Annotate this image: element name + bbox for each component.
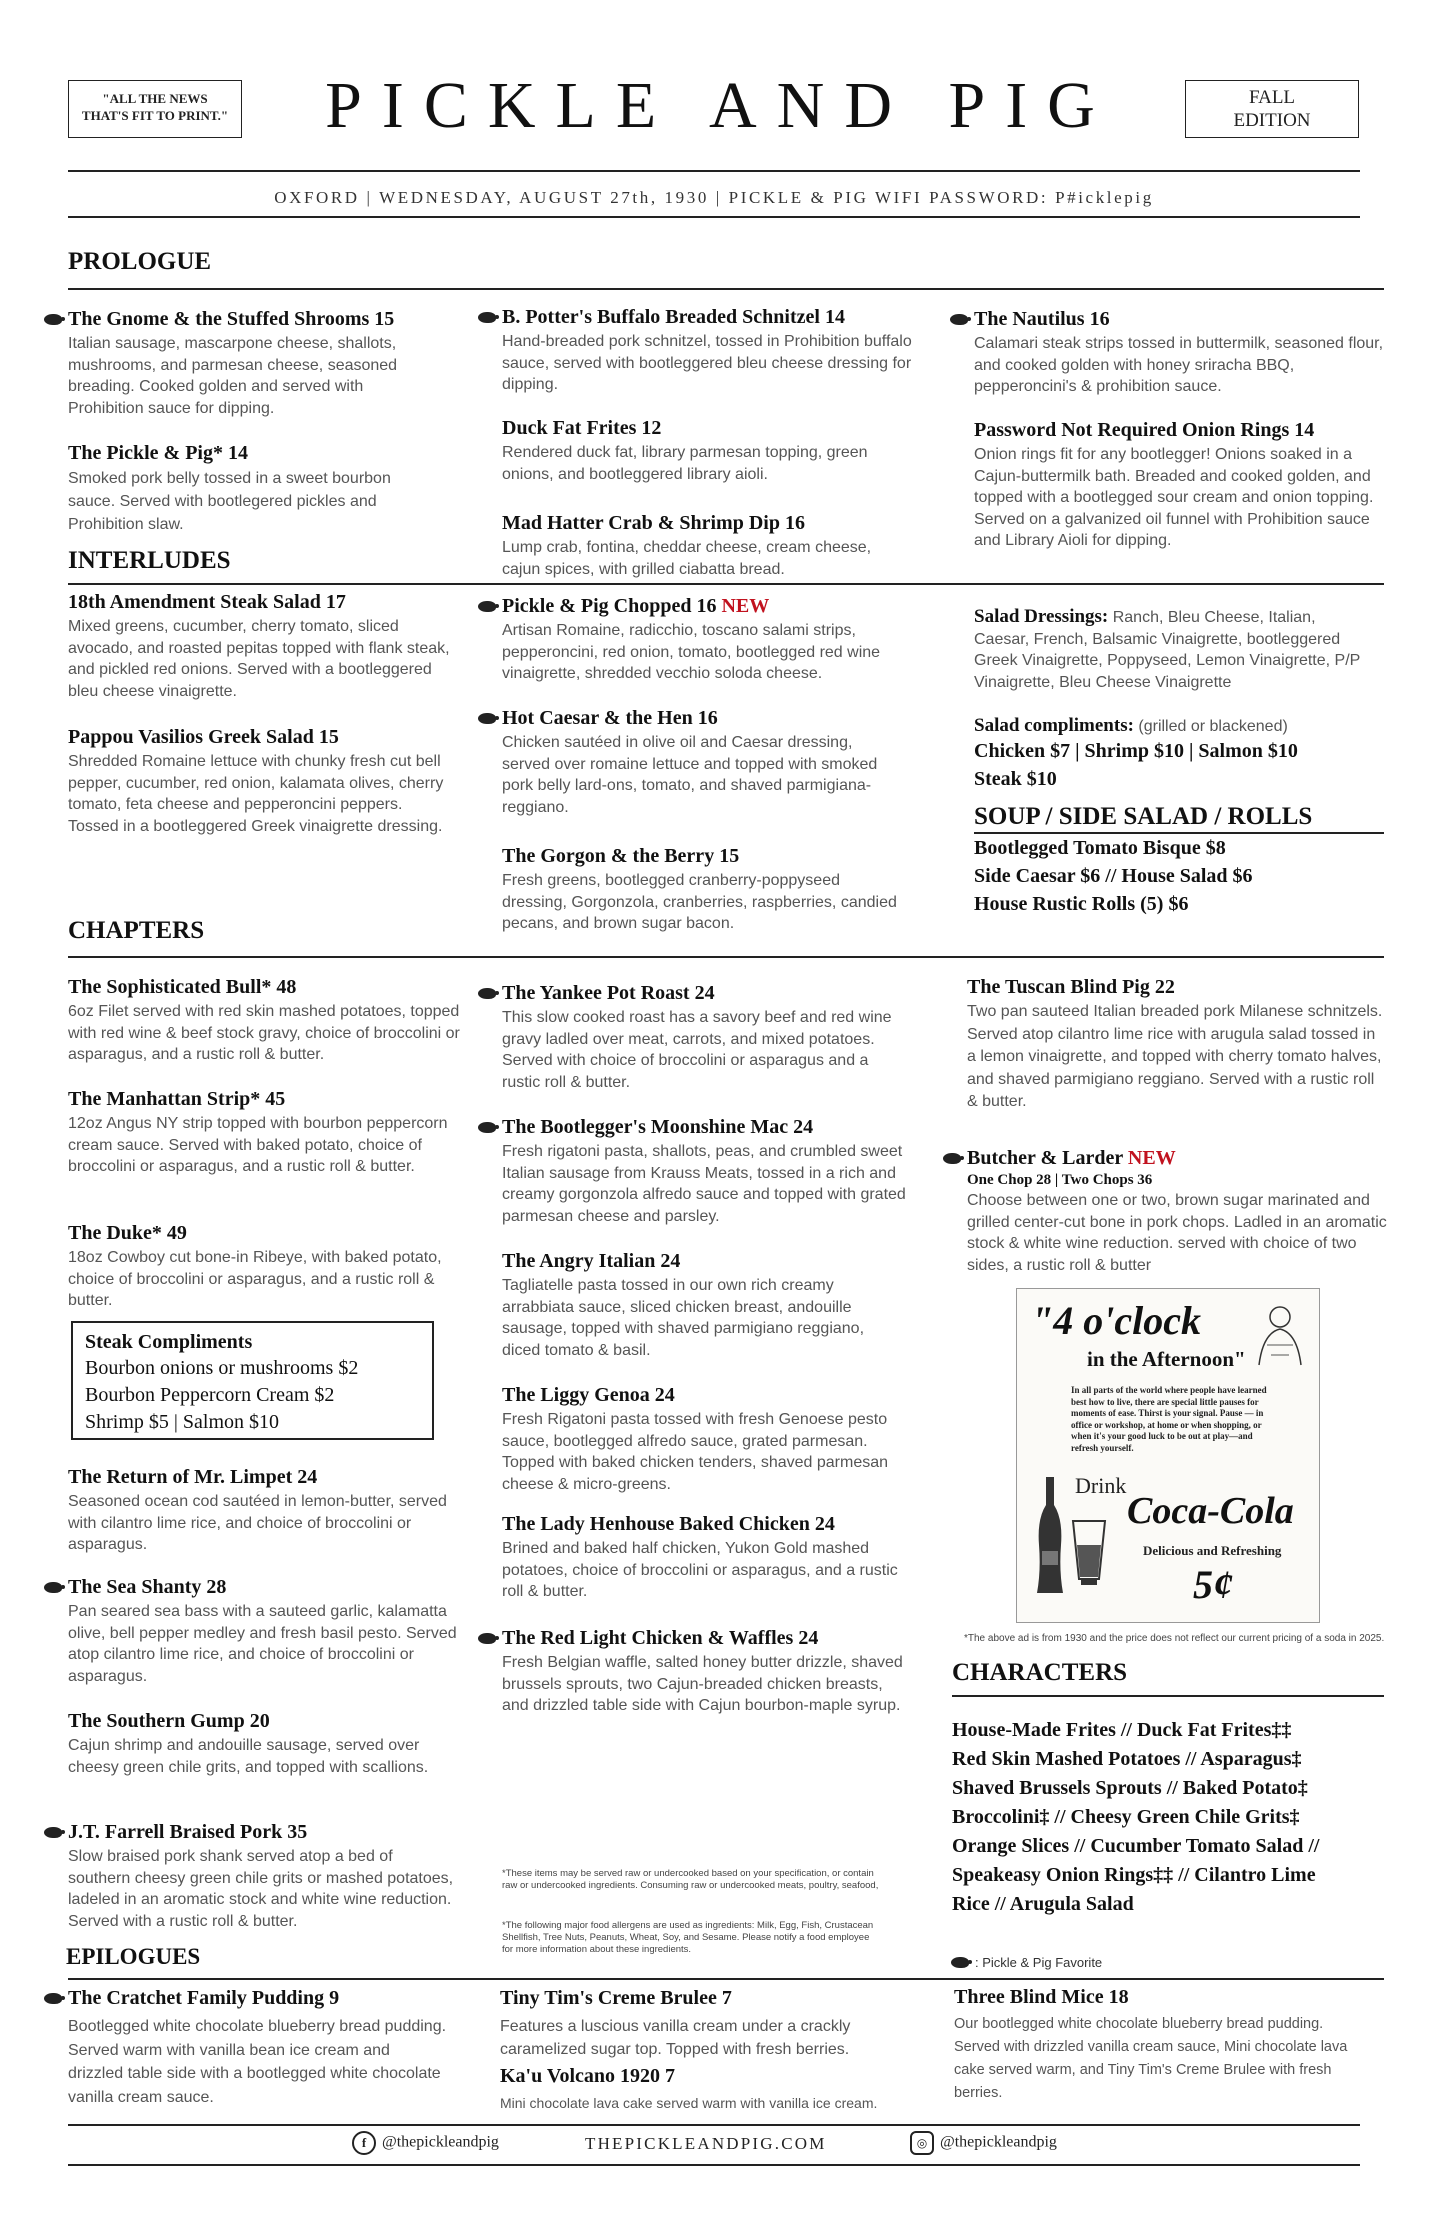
- side-line: House-Made Frites // Duck Fat Frites‡‡: [952, 1719, 1292, 1741]
- soup-list: [974, 834, 1374, 918]
- item-name: Pappou Vasilios Greek Salad 15: [68, 726, 339, 748]
- pig-favorite-icon: [478, 312, 496, 323]
- soup-heading: SOUP / SIDE SALAD / ROLLS: [974, 803, 1313, 830]
- side-line: Red Skin Mashed Potatoes // Asparagus‡: [952, 1748, 1302, 1770]
- prologue-rule: [68, 288, 1384, 290]
- item-name: Hot Caesar & the Hen 16: [502, 707, 718, 729]
- item-name: Pickle & Pig Chopped 16: [502, 595, 717, 617]
- item-desc: Seasoned ocean cod sautéed in lemon-butter, served with cilantro lime rice, and choice of broccolini or asparagus.: [68, 1493, 447, 1553]
- item-subtitle: One Chop 28 | Two Chops 36: [967, 1172, 1153, 1188]
- menu-item: [502, 594, 922, 685]
- menu-item: [967, 975, 1387, 1114]
- allergen-disclaimer: *The following major food allergens are used as ingredients: Milk, Egg, Fish, Crustacean Shellfish, Tree Nuts, Peanuts, Wheat, Soy, and Sesame. Please notify a food employee for more information about these ingredients.: [502, 1920, 874, 1955]
- chapters-rule: [68, 956, 1384, 958]
- item-desc: Hand-breaded pork schnitzel, tossed in Prohibition buffalo sauce, served with bootleggered bleu cheese dressing for dipping.: [502, 333, 912, 393]
- item-name: B. Potter's Buffalo Breaded Schnitzel 14: [502, 306, 845, 328]
- soup-line2: Side Caesar $6 // House Salad $6: [974, 865, 1253, 887]
- menu-item: [502, 1383, 912, 1495]
- item-desc: 12oz Angus NY strip topped with bourbon peppercorn cream sauce. Served with baked potato, choice of broccolini or asparagus, and a rustic roll & butter.: [68, 1115, 448, 1175]
- side-line: Orange Slices // Cucumber Tomato Salad //: [952, 1835, 1320, 1857]
- pig-favorite-icon: [44, 1582, 62, 1593]
- pig-favorite-icon: [950, 314, 968, 325]
- steak-line1: Bourbon onions or mushrooms $2: [85, 1357, 359, 1379]
- item-desc: Two pan sauteed Italian breaded pork Milanese schnitzels. Served atop cilantro lime rice with arugula salad tossed in a lemon vinaigrette, and topped with cherry tomato halves, and shaved parmigiano reggiano. Served with a rustic roll & butter.: [967, 1003, 1383, 1110]
- item-desc: Mixed greens, cucumber, cherry tomato, sliced avocado, and roasted pepitas topped with flank steak, and pickled red onions. Served with a bootleggered bleu cheese vinaigrette.: [68, 618, 450, 700]
- ad-price: 5¢: [1193, 1562, 1233, 1607]
- salad-dressings: [974, 606, 1374, 693]
- item-desc: Onion rings fit for any bootlegger! Onions soaked in a Cajun-buttermilk bath. Breaded and cooked golden, and topped with a bootlegged sour cream and onion topping. Served on a galvanized oil funnel with Prohibition sauce and Library Aioli for dipping.: [974, 446, 1374, 549]
- item-name: Duck Fat Frites 12: [502, 417, 662, 439]
- ad-note: *The above ad is from 1930 and the price does not reflect our current pricing of a soda in 2025.: [964, 1633, 1385, 1644]
- dateline: OXFORD | WEDNESDAY, AUGUST 27th, 1930 | PICKLE & PIG WIFI PASSWORD: P#icklepig: [274, 188, 1154, 207]
- menu-item: [68, 975, 468, 1066]
- menu-item: [68, 1709, 453, 1778]
- section-heading-characters: CHARACTERS: [952, 1659, 1128, 1686]
- footer-rule-bottom: [68, 2164, 1360, 2166]
- menu-item: [68, 725, 453, 837]
- menu-item: [502, 981, 902, 1093]
- item-desc: Fresh Rigatoni pasta tossed with fresh Genoese pesto sauce, bootlegged alfredo sauce, grated parmesan. Topped with baked chicken tenders, shaved parmesan cheese & micro-greens.: [502, 1411, 889, 1493]
- item-desc: Bootlegged white chocolate blueberry bread pudding. Served warm with vanilla bean ice cream and drizzled table side with a bootlegged white chocolate vanilla cream sauce.: [68, 2018, 447, 2106]
- section-heading-chapters: CHAPTERS: [68, 917, 205, 944]
- item-desc: This slow cooked roast has a savory beef and red wine gravy ladled over meat, carrots, and mixed potatoes. Served with choice of broccolini or asparagus and a rustic roll & butter.: [502, 1009, 892, 1091]
- section-heading-prologue: PROLOGUE: [68, 248, 212, 275]
- item-name: Ka'u Volcano 1920 7: [500, 2065, 676, 2087]
- item-desc: Italian sausage, mascarpone cheese, shallots, mushrooms, and parmesan cheese, seasoned breading. Cooked golden and served with Prohibition sauce for dipping.: [68, 335, 398, 417]
- legend-text: : Pickle & Pig Favorite: [975, 1955, 1103, 1970]
- ad-headline1: "4 o'clock: [1031, 1298, 1201, 1343]
- item-name: J.T. Farrell Braised Pork 35: [68, 1821, 308, 1843]
- menu-item: [502, 1115, 932, 1227]
- edition-box: [1185, 80, 1359, 138]
- pig-favorite-icon: [951, 1957, 969, 1968]
- item-name: The Sea Shanty 28: [68, 1576, 227, 1598]
- menu-item: [502, 1249, 902, 1361]
- new-badge: NEW: [1127, 1147, 1176, 1169]
- menu-item: [967, 1146, 1387, 1276]
- item-name: Password Not Required Onion Rings 14: [974, 419, 1315, 441]
- website-link[interactable]: THEPICKLEANDPIG.COM: [585, 2134, 827, 2153]
- item-desc: Choose between one or two, brown sugar marinated and grilled center-cut bone in pork chops. Ladled in an aromatic stock & white wine reduction. served with choice of two sides, a rustic roll & butter: [967, 1192, 1387, 1274]
- item-name: The Bootlegger's Moonshine Mac 24: [502, 1116, 814, 1138]
- item-name: The Nautilus 16: [974, 308, 1110, 330]
- item-name: The Gorgon & the Berry 15: [502, 845, 740, 867]
- footer-rule-top: [68, 2124, 1360, 2126]
- item-desc: Pan seared sea bass with a sauteed garlic, kalamatta olive, bell pepper medley and fresh basil pesto. Served atop cilantro lime rice, and choice of broccolini or asparagus.: [68, 1603, 457, 1685]
- edition-line2: EDITION: [1233, 110, 1311, 131]
- header-rule-bottom: [68, 216, 1360, 218]
- vintage-ad: [1016, 1288, 1320, 1623]
- pig-favorite-icon: [943, 1153, 961, 1164]
- menu-item: [954, 1985, 1354, 2105]
- motto-text: "ALL THE NEWS THAT'S FIT TO PRINT.": [81, 91, 229, 123]
- item-desc: Our bootlegged white chocolate blueberry bread pudding. Served with drizzled vanilla cream sauce, Mini chocolate lava cake served warm, and Tiny Tim's Creme Brulee with fresh berries.: [954, 2016, 1348, 2101]
- section-heading-interludes: INTERLUDES: [68, 547, 231, 574]
- item-name: The Lady Henhouse Baked Chicken 24: [502, 1513, 835, 1535]
- steak-line3: Shrimp $5 | Salmon $10: [85, 1411, 280, 1433]
- menu-item: [68, 1221, 453, 1312]
- dressings-label: Salad Dressings:: [974, 606, 1109, 627]
- compliments-line2: Steak $10: [974, 768, 1057, 790]
- menu-item: [68, 590, 453, 702]
- menu-item: [502, 706, 902, 818]
- item-name: The Duke* 49: [68, 1222, 187, 1244]
- menu-item: [68, 441, 438, 536]
- side-line: Broccolini‡ // Cheesy Green Chile Grits‡: [952, 1806, 1300, 1828]
- item-name: The Red Light Chicken & Waffles 24: [502, 1627, 819, 1649]
- item-desc: Smoked pork belly tossed in a sweet bourbon sauce. Served with bootlegered pickles and Prohibition slaw.: [68, 470, 391, 533]
- item-desc: Shredded Romaine lettuce with chunky fresh cut bell pepper, cucumber, red onion, kalamata olives, cherry tomato, feta cheese and pepperoncini peppers. Tossed in a bootleggered Greek vinaigrette dressing.: [68, 753, 444, 835]
- menu-item: [974, 418, 1394, 552]
- menu-item: [68, 1820, 458, 1932]
- item-name: The Manhattan Strip* 45: [68, 1088, 286, 1110]
- menu-item: [68, 307, 438, 419]
- masthead-title: PICKLE AND PIG: [325, 69, 1115, 142]
- item-desc: Mini chocolate lava cake served warm with vanilla ice cream.: [500, 2095, 878, 2111]
- item-name: The Tuscan Blind Pig 22: [967, 976, 1175, 998]
- ad-illustration: [1249, 1299, 1311, 1367]
- motto-box: [68, 80, 242, 138]
- header-rule-top: [68, 170, 1360, 172]
- characters-rule: [952, 1695, 1384, 1697]
- menu-item: [502, 1512, 902, 1603]
- item-desc: Calamari steak strips tossed in buttermilk, seasoned flour, and cooked golden with honey sriracha BBQ, pepperoncini's & prohibition sauce.: [974, 335, 1384, 395]
- pig-favorite-icon: [44, 1993, 62, 2004]
- item-name: The Return of Mr. Limpet 24: [68, 1466, 318, 1488]
- menu-item: [68, 1575, 468, 1687]
- pig-favorite-icon: [478, 988, 496, 999]
- menu-item: [502, 305, 922, 396]
- facebook-handle: @thepickleandpig: [382, 2133, 499, 2151]
- menu-item: [502, 1626, 912, 1717]
- item-desc: Rendered duck fat, library parmesan topping, green onions, and bootleggered library aioli.: [502, 444, 868, 483]
- edition-line1: FALL: [1248, 87, 1296, 108]
- menu-item: [502, 511, 882, 580]
- ad-drink: Drink: [1075, 1473, 1127, 1498]
- ad-brand: Coca-Cola: [1127, 1490, 1294, 1532]
- item-desc: 6oz Filet served with red skin mashed potatoes, topped with red wine & beef stock gravy, choice of broccolini or asparagus, and a rustic roll & butter.: [68, 1003, 460, 1063]
- item-name: The Yankee Pot Roast 24: [502, 982, 715, 1004]
- steak-title: Steak Compliments: [85, 1331, 253, 1353]
- facebook-icon: f: [352, 2131, 376, 2155]
- item-name: Mad Hatter Crab & Shrimp Dip 16: [502, 512, 805, 534]
- instagram-icon: ◎: [910, 2131, 934, 2155]
- menu-item: [500, 1986, 900, 2061]
- item-desc: Lump crab, fontina, cheddar cheese, cream cheese, cajun spices, with grilled ciabatta bread.: [502, 539, 872, 578]
- compliments-note: (grilled or blackened): [1138, 718, 1288, 735]
- interludes-rule: [68, 583, 1384, 585]
- item-desc: Slow braised pork shank served atop a bed of southern cheesy green chile grits or mashed potatoes, ladeled in an aromatic stock and white wine reduction. Served with a rustic roll & butter.: [68, 1848, 454, 1930]
- menu-item: [68, 1087, 453, 1178]
- item-name: The Pickle & Pig* 14: [68, 442, 248, 464]
- side-line: Speakeasy Onion Rings‡‡ // Cilantro Lime: [952, 1864, 1316, 1886]
- favorite-legend: [975, 1955, 1102, 1970]
- ad-tagline: Delicious and Refreshing: [1143, 1543, 1282, 1558]
- instagram-link[interactable]: [910, 2131, 1057, 2155]
- ad-body: In all parts of the world where people have learned best how to live, there are special little pauses for moments of ease. Thirst is your signal. Pause — in office or workshop, at home or when shopping, or when it's your good luck to be out at play—and refresh yourself.: [1071, 1385, 1267, 1453]
- pig-favorite-icon: [44, 1827, 62, 1838]
- bottle-icon: [1033, 1475, 1067, 1595]
- item-desc: Artisan Romaine, radicchio, toscano salami strips, pepperoncini, red onion, tomato, bootlegged red wine vinaigrette, shredded vecchio soloda cheese.: [502, 622, 881, 682]
- epilogues-rule: [68, 1978, 1384, 1980]
- instagram-handle: @thepickleandpig: [940, 2133, 1057, 2151]
- pig-favorite-icon: [478, 1633, 496, 1644]
- soup-line1: Bootlegged Tomato Bisque $8: [974, 837, 1226, 859]
- new-badge: NEW: [721, 595, 770, 617]
- item-name: The Southern Gump 20: [68, 1710, 270, 1732]
- dressings-text: Ranch, Bleu Cheese, Italian, Caesar, French, Balsamic Vinaigrette, bootleggered Greek Vinaigrette, Poppyseed, Lemon Vinaigrette, P/P Vinaigrette, Bleu Cheese Vinaigrette: [974, 609, 1361, 691]
- glass-icon: [1069, 1517, 1109, 1589]
- item-name: Butcher & Larder: [967, 1147, 1123, 1169]
- item-name: The Angry Italian 24: [502, 1250, 681, 1272]
- raw-disclaimer: *These items may be served raw or undercooked based on your specification, or contain raw or undercooked ingredients. Consuming raw or undercooked meats, poultry, seafood,: [502, 1868, 879, 1891]
- menu-item: [68, 1465, 453, 1556]
- item-desc: Features a luscious vanilla cream under a crackly caramelized sugar top. Topped with fresh berries.: [500, 2018, 851, 2058]
- compliments-label: Salad compliments:: [974, 715, 1134, 736]
- salad-compliments: [974, 715, 1374, 793]
- item-name: 18th Amendment Steak Salad 17: [68, 591, 346, 613]
- menu-item: [68, 1986, 448, 2109]
- steak-compliments-box: [71, 1321, 434, 1440]
- side-line: Rice // Arugula Salad: [952, 1893, 1134, 1915]
- menu-item: [974, 307, 1394, 398]
- pig-favorite-icon: [478, 601, 496, 612]
- sides-list: [952, 1716, 1392, 1919]
- steak-line2: Bourbon Peppercorn Cream $2: [85, 1384, 335, 1406]
- item-name: The Liggy Genoa 24: [502, 1384, 675, 1406]
- ad-headline2: in the Afternoon": [1087, 1347, 1246, 1371]
- item-desc: 18oz Cowboy cut bone-in Ribeye, with baked potato, choice of broccolini or asparagus, and a rustic roll & butter.: [68, 1249, 442, 1309]
- pig-favorite-icon: [44, 314, 62, 325]
- item-desc: Fresh greens, bootlegged cranberry-poppyseed dressing, Gorgonzola, cranberries, raspberries, candied pecans, and brown sugar bacon.: [502, 872, 897, 932]
- item-name: Tiny Tim's Creme Brulee 7: [500, 1987, 732, 2009]
- menu-item: [502, 844, 902, 935]
- item-desc: Fresh rigatoni pasta, shallots, peas, and crumbled sweet Italian sausage from Krauss Meats, tossed in a rich and creamy gorgonzola alfredo sauce and topped with grated parmesan cheese and parsley.: [502, 1143, 906, 1225]
- compliments-line1: Chicken $7 | Shrimp $10 | Salmon $10: [974, 740, 1298, 762]
- item-desc: Cajun shrimp and andouille sausage, served over cheesy green chile grits, and topped with scallions.: [68, 1737, 429, 1776]
- pig-favorite-icon: [478, 1122, 496, 1133]
- item-name: The Cratchet Family Pudding 9: [68, 1987, 340, 2009]
- item-name: Three Blind Mice 18: [954, 1986, 1129, 2008]
- pig-favorite-icon: [478, 713, 496, 724]
- soup-line3: House Rustic Rolls (5) $6: [974, 893, 1189, 915]
- section-heading-epilogues: EPILOGUES: [66, 1944, 201, 1969]
- item-name: The Sophisticated Bull* 48: [68, 976, 297, 998]
- item-desc: Chicken sautéed in olive oil and Caesar dressing, served over romaine lettuce and topped with smoked pork belly lard-ons, tomato, and shaved parmigiana-reggiano.: [502, 734, 878, 816]
- item-desc: Tagliatelle pasta tossed in our own rich creamy arrabbiata sauce, sliced chicken breast, andouille sausage, topped with shaved parmigiano reggiano, diced tomato & basil.: [502, 1277, 865, 1359]
- menu-item: [502, 416, 902, 485]
- facebook-link[interactable]: [352, 2131, 499, 2155]
- item-name: The Gnome & the Stuffed Shrooms 15: [68, 308, 395, 330]
- side-line: Shaved Brussels Sprouts // Baked Potato‡: [952, 1777, 1308, 1799]
- item-desc: Fresh Belgian waffle, salted honey butter drizzle, shaved brussels sprouts, two Cajun-breaded chicken breasts, and drizzled table side with Cajun bourbon-maple syrup.: [502, 1654, 903, 1714]
- item-desc: Brined and baked half chicken, Yukon Gold mashed potatoes, choice of broccolini or asparagus, and a rustic roll & butter.: [502, 1540, 898, 1600]
- menu-item: [500, 2064, 940, 2115]
